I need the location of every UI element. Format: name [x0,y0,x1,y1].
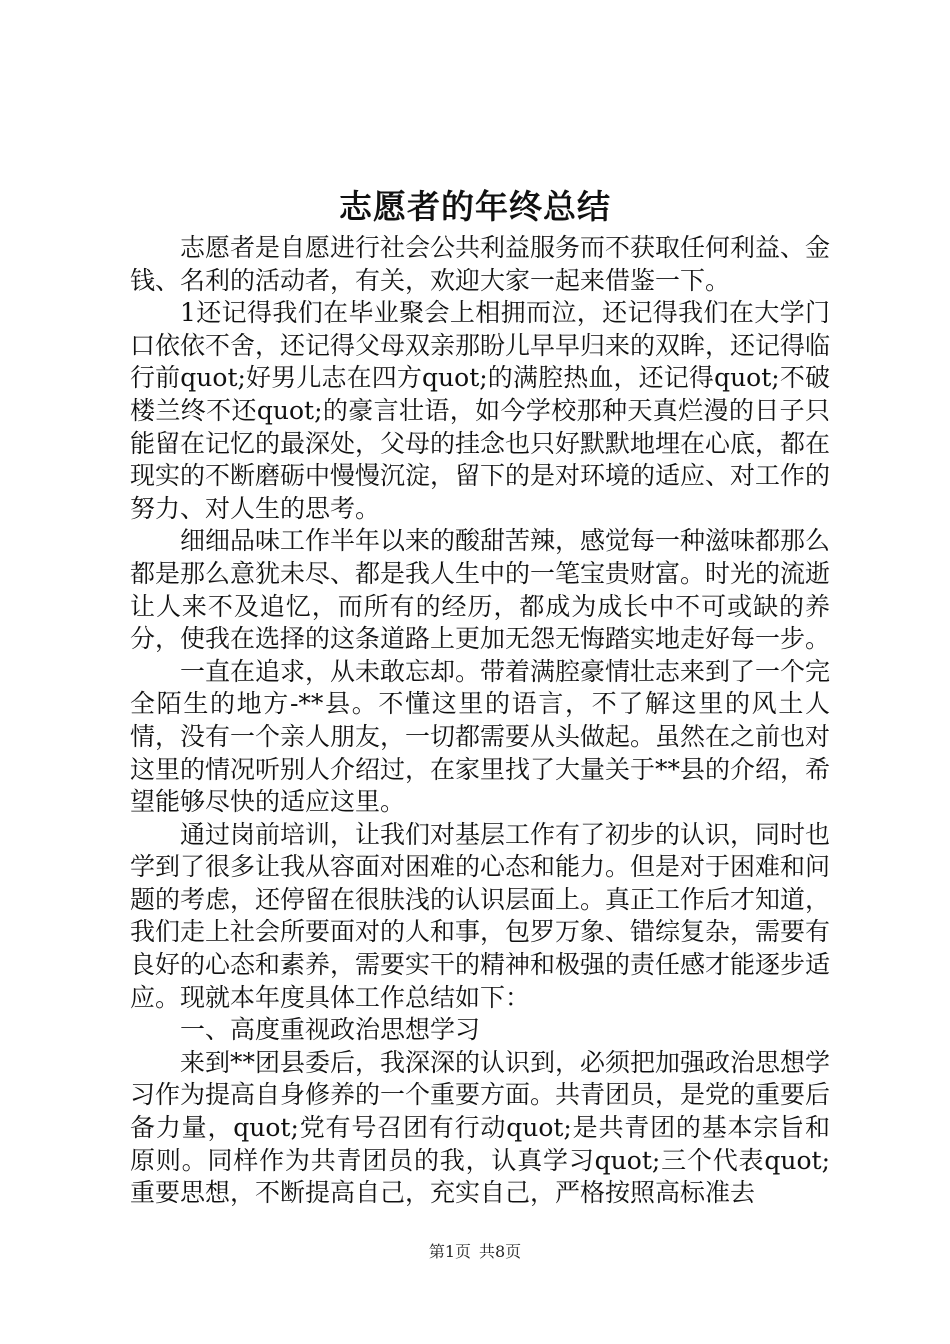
paragraph-memories: 1还记得我们在毕业聚会上相拥而泣，还记得我们在大学门口依依不舍，还记得父母双亲那盼儿早早归来的双眸，还记得临行前quot;好男儿志在四方quot;的满腔热血，还记得quot;不破楼兰终不还quot;的豪言壮语，如今学校那种天真烂漫的日子只能留在记忆的最深处，父母的挂念也只好默默地埋在心底，都在现实的不断磨砺中慢慢沉淀，留下的是对环境的适应、对工作的努力、对人生的思考。 [130,298,831,523]
paragraph-arrival: 一直在追求，从未敢忘却。带着满腔豪情壮志来到了一个完全陌生的地方-**县。不懂这里的语言，不了解这里的风土人情，没有一个亲人朋友，一切都需要从头做起。虽然在之前也对这里的情况听别人介绍过，在家里找了大量关于**县的介绍，希望能够尽快的适应这里。 [130,656,831,817]
paragraph-intro: 志愿者是自愿进行社会公共利益服务而不获取任何利益、金钱、名利的活动者，有关，欢迎大家一起来借鉴一下。 [130,233,831,295]
page-footer [0,1242,950,1262]
page-total: 共8页 [479,1242,522,1261]
document-title: 志愿者的年终总结 [339,187,611,226]
paragraph-political-study: 来到**团县委后，我深深的认识到，必须把加强政治思想学习作为提高自身修养的一个重要方面。共青团员，是党的重要后备力量，quot;党有号召团有行动quot;是共青团的基本宗旨和原则。同样作为共青团员的我，认真学习quot;三个代表quot;重要思想，不断提高自己，充实自己，严格按照高标准去 [130,1047,831,1208]
paragraph-training: 通过岗前培训，让我们对基层工作有了初步的认识，同时也学到了很多让我从容面对困难的心态和能力。但是对于困难和问题的考虑，还停留在很肤浅的认识层面上。真正工作后才知道，我们走上社会所要面对的人和事，包罗万象、错综复杂，需要有良好的心态和素养，需要实干的精神和极强的责任感才能逐步适应。现就本年度具体工作总结如下： [130,819,831,1012]
paragraph-reflection: 细细品味工作半年以来的酸甜苦辣，感觉每一种滋味都那么都是那么意犹未尽、都是我人生中的一笔宝贵财富。时光的流逝让人来不及追忆，而所有的经历，都成为成长中不可或缺的养分，使我在选择的这条道路上更加无怨无悔踏实地走好每一步。 [130,526,831,654]
section-heading: 一、高度重视政治思想学习 [180,1015,481,1045]
document-body [130,232,830,1210]
page-number: 第1页 [428,1242,471,1261]
